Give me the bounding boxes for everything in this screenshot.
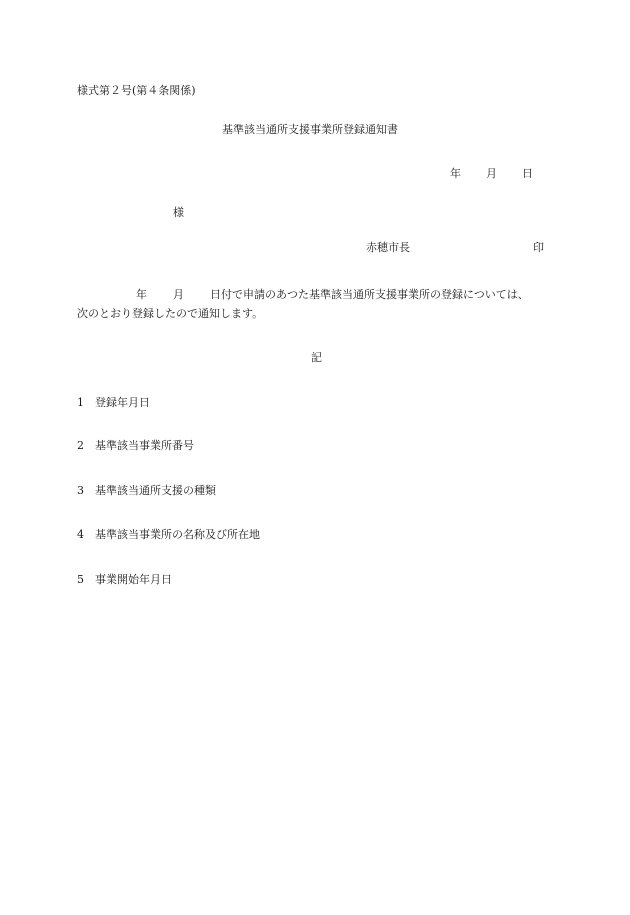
document-title: 基準該当通所支援事業所登録通知書 (222, 123, 398, 136)
item-text: 基準該当通所支援の種類 (95, 484, 216, 497)
item-number: 2 (77, 439, 84, 452)
body-month-label: 月 (173, 288, 184, 301)
ki-heading: 記 (311, 351, 322, 364)
seal-mark: 印 (533, 241, 544, 254)
item-number: 5 (77, 573, 84, 586)
item-text: 事業開始年月日 (95, 573, 172, 586)
item-text: 基準該当事業所の名称及び所在地 (95, 528, 260, 541)
item-number: 3 (77, 484, 84, 497)
date-year-label: 年 (450, 167, 461, 180)
body-text-line-2: 次のとおり登録したので通知します。 (77, 307, 264, 320)
date-day-label: 日 (522, 167, 533, 180)
issuer-name: 赤穂市長 (366, 241, 410, 254)
item-text: 登録年月日 (95, 396, 150, 409)
date-month-label: 月 (486, 167, 497, 180)
addressee-suffix: 様 (173, 206, 184, 219)
form-number: 様式第２号(第４条関係) (77, 84, 196, 97)
body-text-line-1: 日付で申請のあつた基準該当通所支援事業所の登録については、 (210, 288, 529, 301)
item-text: 基準該当事業所番号 (95, 439, 194, 452)
item-number: 4 (77, 528, 84, 541)
body-year-label: 年 (136, 288, 147, 301)
item-number: 1 (77, 396, 84, 409)
